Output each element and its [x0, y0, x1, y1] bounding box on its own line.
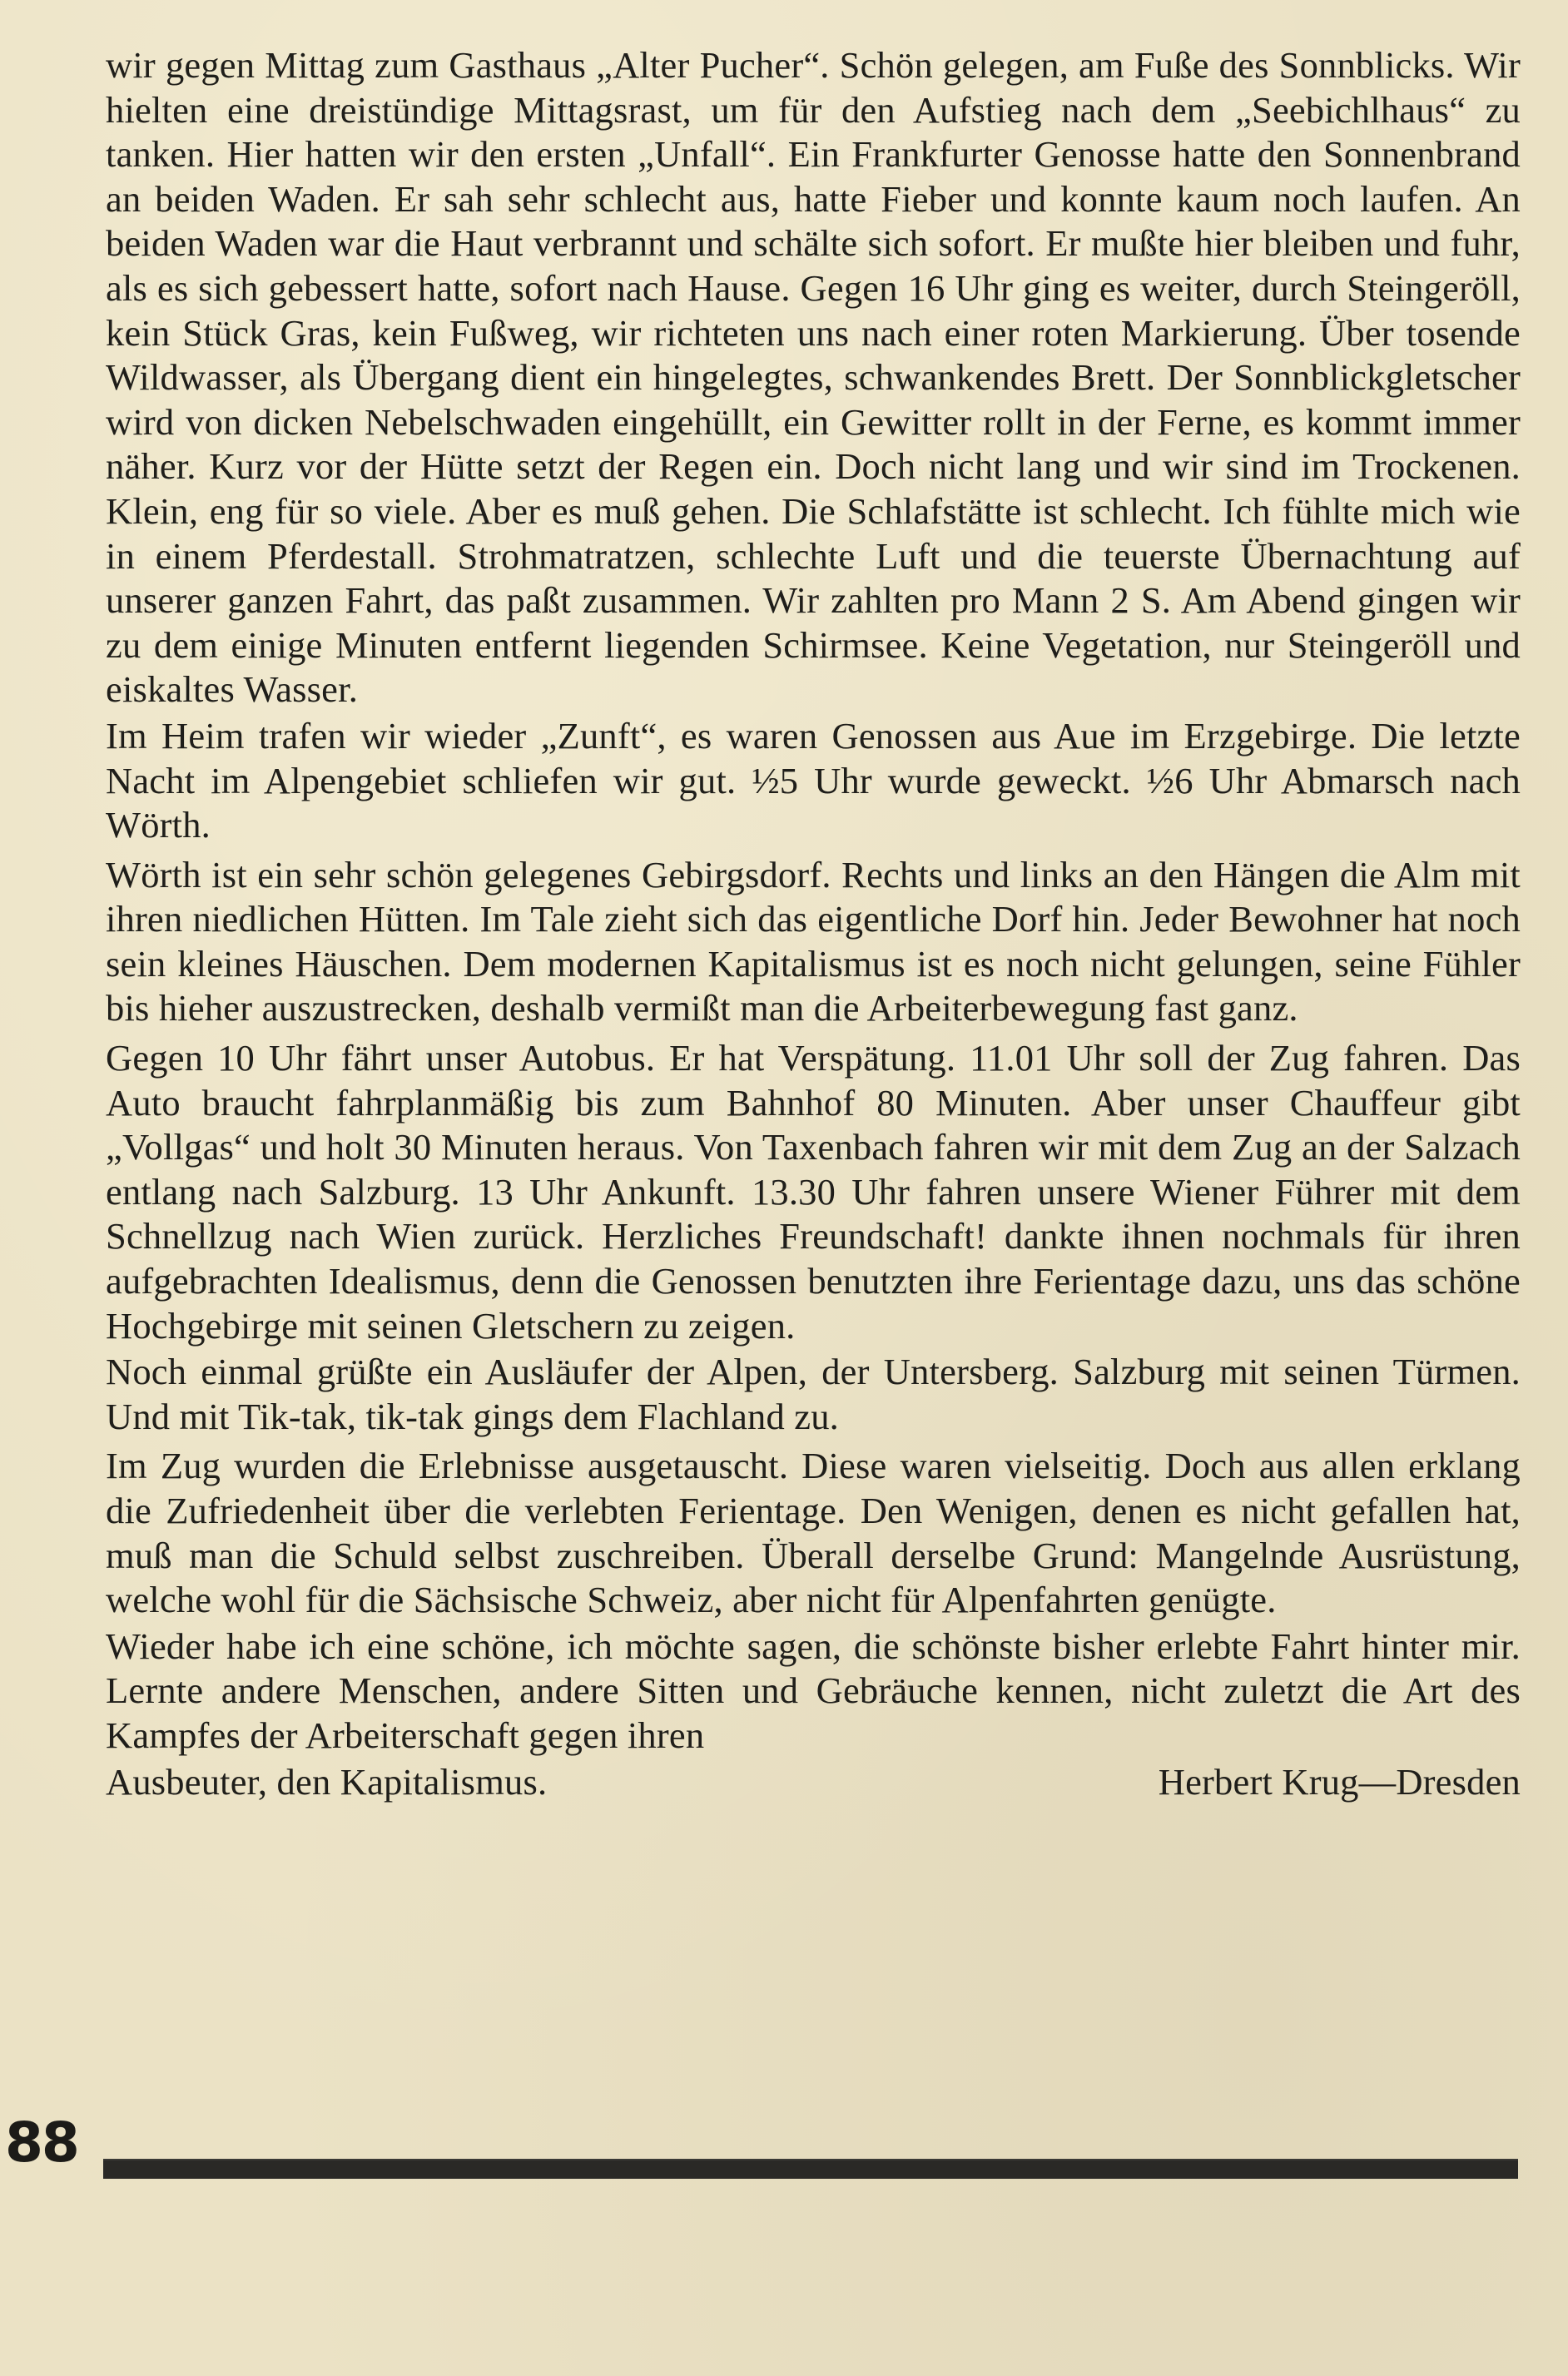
- paragraph-gasthaus: wir gegen Mittag zum Gasthaus „Alter Pucher“. Schön gelegen, am Fuße des Sonnblicks. Wir hielten eine dreistündige Mittagsrast, um für den Aufstieg nach dem „Seebichlhaus“ zu tanken. Hier hatten wir den ersten „Unfall“. Ein Frankfurter Genosse hatte den Sonnenbrand an beiden Waden. Er sah sehr schlecht aus, hatte Fieber und konnte kaum noch laufen. An beiden Waden war die Haut verbrannt und schälte sich sofort. Er mußte hier bleiben und fuhr, als es sich gebessert hatte, sofort nach Hause. Gegen 16 Uhr ging es weiter, durch Steingeröll, kein Stück Gras, kein Fußweg, wir richteten uns nach einer roten Markierung. Über tosende Wildwasser, als Übergang dient ein hingelegtes, schwankendes Brett. Der Sonnblickgletscher wird von dicken Nebelschwaden eingehüllt, ein Gewitter rollt in der Ferne, es kommt immer näher. Kurz vor der Hütte setzt der Regen ein. Doch nicht lang und wir sind im Trockenen. Klein, eng für so viele. Aber es muß gehen. Die Schlafstätte ist schlecht. Ich fühlte mich wie in einem Pferdestall. Strohmatratzen, schlechte Luft und die teuerste Übernachtung auf unserer ganzen Fahrt, das paßt zusammen. Wir zahlten pro Mann 2 S. Am Abend gingen wir zu dem einige Minuten entfernt liegenden Schirmsee. Keine Vegetation, nur Steingeröll und eiskaltes Wasser.: [106, 44, 1521, 711]
- paragraph-autobus: Gegen 10 Uhr fährt unser Autobus. Er hat Verspätung. 11.01 Uhr soll der Zug fahren. Das Auto braucht fahrplanmäßig bis zum Bahnhof 80 Minuten. Aber unser Chauffeur gibt „Vollgas“ und holt 30 Minuten heraus. Von Taxenbach fahren wir mit dem Zug an der Salzach entlang nach Salzburg. 13 Uhr Ankunft. 13.30 Uhr fahren unsere Wiener Führer mit dem Schnellzug nach Wien zurück. Herzliches Freundschaft! dankte ihnen nochmals für ihren aufgebrachten Idealismus, denn die Genossen benutzten ihre Ferientage dazu, uns das schöne Hochgebirge mit seinen Gletschern zu zeigen.: [106, 1037, 1521, 1347]
- paragraph-woerth: Wörth ist ein sehr schön gelegenes Gebirgsdorf. Rechts und links an den Hängen die Alm mit ihren niedlichen Hütten. Im Tale zieht sich das eigentliche Dorf hin. Jeder Bewohner hat noch sein kleines Häuschen. Dem modernen Kapitalismus ist es noch nicht gelungen, seine Fühler bis hieher auszustrecken, deshalb vermißt man die Arbeiterbewegung fast ganz.: [106, 853, 1521, 1029]
- author-signature: Herbert Krug—Dresden: [1158, 1760, 1521, 1803]
- closing-text: Ausbeuter, den Kapitalismus.: [106, 1760, 548, 1803]
- paragraph-heim: Im Heim trafen wir wieder „Zunft“, es waren Genossen aus Aue im Erzgebirge. Die letzte Nacht im Alpengebiet schliefen wir gut. ½5 Uhr wurde geweckt. ½6 Uhr Abmarsch nach Wörth.: [106, 714, 1521, 846]
- footer-rule: [103, 2159, 1518, 2179]
- paragraph-fahrt: Wieder habe ich eine schöne, ich möchte sagen, die schönste bisher erlebte Fahrt hinter mir. Lernte andere Menschen, andere Sitten und Gebräuche kennen, nicht zuletzt die Art des Kampfes der Arbeiterschaft gegen ihren: [106, 1625, 1521, 1756]
- body-text: [106, 43, 1521, 1804]
- paragraph-zug: Im Zug wurden die Erlebnisse ausgetauscht. Diese waren vielseitig. Doch aus allen erklang die Zufriedenheit über die verlebten Ferientage. Den Wenigen, denen es nicht gefallen hat, muß man die Schuld selbst zuschreiben. Überall derselbe Grund: Mangelnde Ausrüstung, welche wohl für die Sächsische Schweiz, aber nicht für Alpenfahrten genügte.: [106, 1445, 1521, 1621]
- page-number: 88: [5, 2111, 78, 2175]
- paragraph-untersberg: Noch einmal grüßte ein Ausläufer der Alpen, der Untersberg. Salzburg mit seinen Türmen. Und mit Tik-tak, tik-tak gings dem Flachland zu.: [106, 1351, 1521, 1437]
- closing-line: [106, 1760, 1521, 1805]
